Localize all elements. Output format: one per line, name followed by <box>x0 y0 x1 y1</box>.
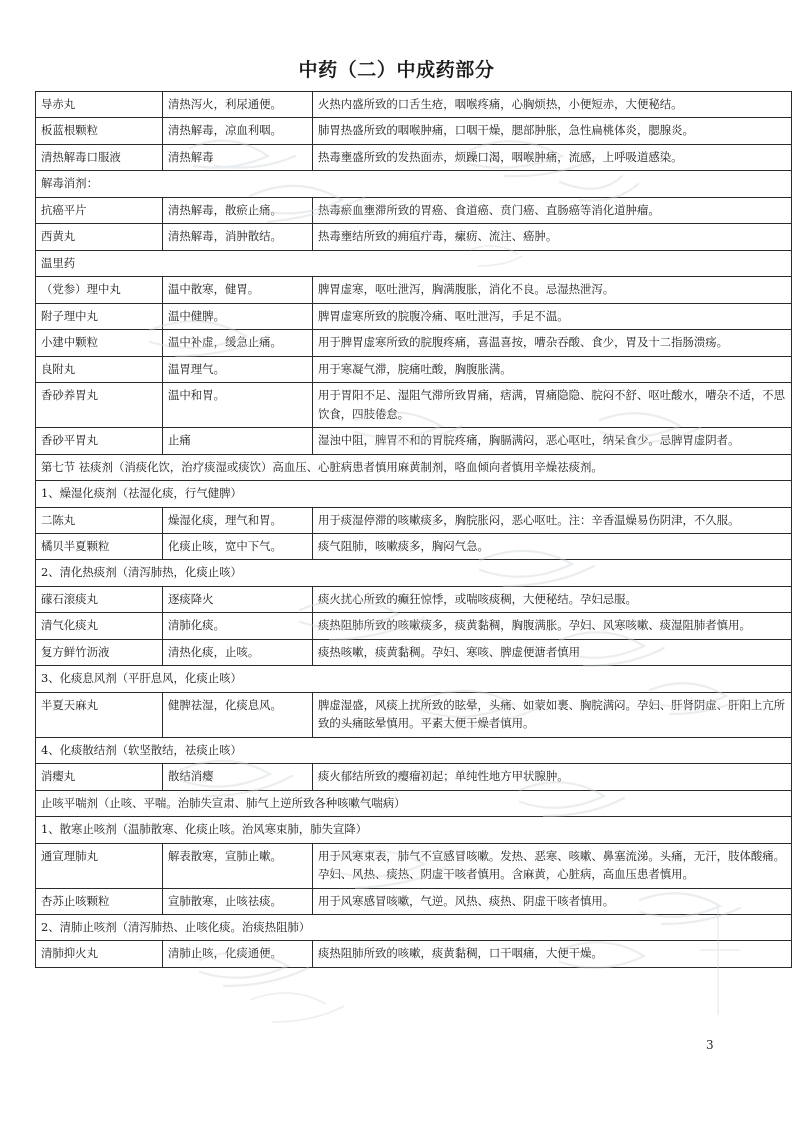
drug-name-cell: 清气化痰丸 <box>36 613 163 639</box>
page-number: 3 <box>706 1038 714 1052</box>
drug-name-cell: 香砂养胃丸 <box>36 383 163 428</box>
drug-name-cell: 附子理中丸 <box>36 303 163 329</box>
page-title: 中药（二）中成药部分 <box>298 59 495 81</box>
drug-name-cell: 板蓝根颗粒 <box>36 118 163 144</box>
drug-indication-cell: 热毒壅结所致的痈疽疔毒，瘰疬、流注、癌肿。 <box>313 224 792 250</box>
drug-name-cell: 良附丸 <box>36 356 163 382</box>
section-header-cell: 3、化痰息风剂（平肝息风，化痰止咳） <box>36 666 792 692</box>
drug-effect-cell: 清热化痰，止咳。 <box>163 639 313 665</box>
table-row <box>36 250 792 276</box>
drug-effect-cell: 温中和胃。 <box>163 383 313 428</box>
drug-name-cell: 抗癌平片 <box>36 197 163 223</box>
drug-indication-cell: 痰热咳嗽，痰黄黏稠。孕妇、寒咳、脾虚便溏者慎用 <box>313 639 792 665</box>
section-header-cell: 2、清肺止咳剂（清泻肺热、止咳化痰。治痰热阻肺） <box>36 915 792 941</box>
drug-indication-cell: 用于痰湿停滞的咳嗽痰多，胸脘胀闷，恶心呕吐。注：辛香温燥易伤阴津，不久服。 <box>313 507 792 533</box>
drug-effect-cell: 清肺化痰。 <box>163 613 313 639</box>
drug-indication-cell: 痰热阻肺所致的咳嗽，痰黄黏稠，口干咽痛，大便干燥。 <box>313 941 792 967</box>
table-row <box>36 383 792 428</box>
drug-indication-cell: 用于寒凝气滞，脘痛吐酸，胸腹胀满。 <box>313 356 792 382</box>
table-row <box>36 481 792 507</box>
drug-name-cell: 小建中颗粒 <box>36 330 163 356</box>
table-row <box>36 764 792 790</box>
drug-effect-cell: 清热解毒，散瘀止痛。 <box>163 197 313 223</box>
section-header-cell: 第七节 祛痰剂（消痰化饮，治疗痰湿或痰饮）高血压、心脏病患者慎用麻黄制剂，咯血倾向者慎用辛燥祛痰剂。 <box>36 454 792 480</box>
drug-name-cell: 杏苏止咳颗粒 <box>36 888 163 914</box>
drug-indication-cell: 用于风寒束表，肺气不宣感冒咳嗽。发热、恶寒、咳嗽、鼻塞流涕。头痛，无汗，肢体酸痛。孕妇、风热、痰热、阴虚干咳者慎用。含麻黄，心脏病，高血压患者慎用。 <box>313 843 792 888</box>
table-row <box>36 639 792 665</box>
table-row <box>36 737 792 763</box>
drug-effect-cell: 逐痰降火 <box>163 586 313 612</box>
table-row <box>36 454 792 480</box>
drug-name-cell: （党参）理中丸 <box>36 277 163 303</box>
table-row <box>36 277 792 303</box>
table-row <box>36 533 792 559</box>
drug-name-cell: 橘贝半夏颗粒 <box>36 533 163 559</box>
drug-indication-cell: 用于脾胃虚寒所致的脘腹疼痛，喜温喜按，嘈杂吞酸、食少，胃及十二指肠溃疡。 <box>313 330 792 356</box>
drug-name-cell: 复方鲜竹沥液 <box>36 639 163 665</box>
table-row <box>36 303 792 329</box>
drug-indication-cell: 热毒瘀血壅滞所致的胃癌、食道癌、贲门癌、直肠癌等消化道肿瘤。 <box>313 197 792 223</box>
drug-name-cell: 礞石滚痰丸 <box>36 586 163 612</box>
drug-indication-cell: 痰气阻肺，咳嗽痰多，胸闷气急。 <box>313 533 792 559</box>
drug-indication-cell: 火热内盛所致的口舌生疮，咽喉疼痛，心胸烦热，小便短赤，大便秘结。 <box>313 92 792 118</box>
table-row <box>36 586 792 612</box>
table-row <box>36 197 792 223</box>
drug-effect-cell: 温中散寒，健胃。 <box>163 277 313 303</box>
section-header-cell: 止咳平喘剂（止咳、平喘。治肺失宣肃、肺气上逆所致各种咳嗽气喘病） <box>36 790 792 816</box>
table-row <box>36 613 792 639</box>
medicine-table <box>35 91 792 968</box>
drug-name-cell: 清热解毒口服液 <box>36 144 163 170</box>
drug-effect-cell: 化痰止咳，宽中下气。 <box>163 533 313 559</box>
drug-indication-cell: 湿浊中阻，脾胃不和的胃脘疼痛，胸膈满闷，恶心呕吐，纳呆食少。忌脾胃虚阴者。 <box>313 428 792 454</box>
drug-indication-cell: 肺胃热盛所致的咽喉肿痛，口咽干燥，腮部肿胀，急性扁桃体炎，腮腺炎。 <box>313 118 792 144</box>
drug-effect-cell: 清热泻火，利尿通便。 <box>163 92 313 118</box>
drug-indication-cell: 痰热阻肺所致的咳嗽痰多，痰黄黏稠，胸腹满胀。孕妇、风寒咳嗽、痰湿阻肺者慎用。 <box>313 613 792 639</box>
table-row <box>36 888 792 914</box>
table-row <box>36 790 792 816</box>
table-row <box>36 507 792 533</box>
drug-name-cell: 二陈丸 <box>36 507 163 533</box>
table-row <box>36 356 792 382</box>
drug-effect-cell: 清热解毒 <box>163 144 313 170</box>
table-row <box>36 171 792 197</box>
drug-name-cell: 半夏天麻丸 <box>36 692 163 737</box>
table-row <box>36 666 792 692</box>
table-row <box>36 817 792 843</box>
drug-name-cell: 消瘿丸 <box>36 764 163 790</box>
table-row <box>36 330 792 356</box>
drug-name-cell: 导赤丸 <box>36 92 163 118</box>
drug-effect-cell: 宣肺散寒，止咳祛痰。 <box>163 888 313 914</box>
drug-indication-cell: 痰火郁结所致的瘿瘤初起；单纯性地方甲状腺肿。 <box>313 764 792 790</box>
table-row <box>36 941 792 967</box>
table-row <box>36 118 792 144</box>
table-row <box>36 428 792 454</box>
drug-name-cell: 香砂平胃丸 <box>36 428 163 454</box>
table-row <box>36 843 792 888</box>
drug-indication-cell: 脾胃虚寒所致的脘腹冷痛、呕吐泄泻，手足不温。 <box>313 303 792 329</box>
table-row <box>36 560 792 586</box>
drug-indication-cell: 痰火扰心所致的癫狂惊悸，或喘咳痰稠，大便秘结。孕妇忌服。 <box>313 586 792 612</box>
drug-name-cell: 西黄丸 <box>36 224 163 250</box>
drug-effect-cell: 解表散寒，宣肺止嗽。 <box>163 843 313 888</box>
drug-effect-cell: 止痛 <box>163 428 313 454</box>
table-row <box>36 224 792 250</box>
section-header-cell: 1、燥湿化痰剂（祛湿化痰，行气健脾） <box>36 481 792 507</box>
table-row <box>36 692 792 737</box>
drug-effect-cell: 温中补虚，缓急止痛。 <box>163 330 313 356</box>
drug-effect-cell: 清热解毒，消肿散结。 <box>163 224 313 250</box>
drug-name-cell: 通宣理肺丸 <box>36 843 163 888</box>
drug-indication-cell: 热毒壅盛所致的发热面赤，烦躁口渴，咽喉肿痛，流感，上呼吸道感染。 <box>313 144 792 170</box>
section-header-cell: 2、清化热痰剂（清泻肺热，化痰止咳） <box>36 560 792 586</box>
table-row <box>36 915 792 941</box>
drug-indication-cell: 脾虚湿盛，风痰上扰所致的眩晕，头痛、如蒙如裹、胸脘满闷。孕妇、肝肾阴虚、肝阳上亢所致的头痛眩晕慎用。平素大便干燥者慎用。 <box>313 692 792 737</box>
drug-indication-cell: 用于风寒感冒咳嗽，气逆。风热、痰热、阴虚干咳者慎用。 <box>313 888 792 914</box>
drug-effect-cell: 散结消瘿 <box>163 764 313 790</box>
drug-name-cell: 清肺抑火丸 <box>36 941 163 967</box>
table-row <box>36 144 792 170</box>
section-header-cell: 1、散寒止咳剂（温肺散寒、化痰止咳。治风寒束肺，肺失宣降） <box>36 817 792 843</box>
medicine-table-body <box>36 92 792 968</box>
drug-effect-cell: 清热解毒，凉血利咽。 <box>163 118 313 144</box>
section-header-cell: 解毒消剂： <box>36 171 792 197</box>
medicine-table-container <box>35 91 786 968</box>
drug-effect-cell: 清肺止咳，化痰通便。 <box>163 941 313 967</box>
section-header-cell: 温里药 <box>36 250 792 276</box>
table-row <box>36 92 792 118</box>
drug-indication-cell: 脾胃虚寒，呕吐泄泻，胸满腹胀，消化不良。忌湿热泄泻。 <box>313 277 792 303</box>
drug-effect-cell: 燥湿化痰，理气和胃。 <box>163 507 313 533</box>
drug-effect-cell: 温胃理气。 <box>163 356 313 382</box>
drug-effect-cell: 温中健脾。 <box>163 303 313 329</box>
drug-indication-cell: 用于胃阳不足、湿阻气滞所致胃痛，痞满，胃痛隐隐、脘闷不舒、呕吐酸水，嘈杂不适，不思饮食，四肢倦怠。 <box>313 383 792 428</box>
drug-effect-cell: 健脾祛湿，化痰息风。 <box>163 692 313 737</box>
section-header-cell: 4、化痰散结剂（软坚散结，祛痰止咳） <box>36 737 792 763</box>
